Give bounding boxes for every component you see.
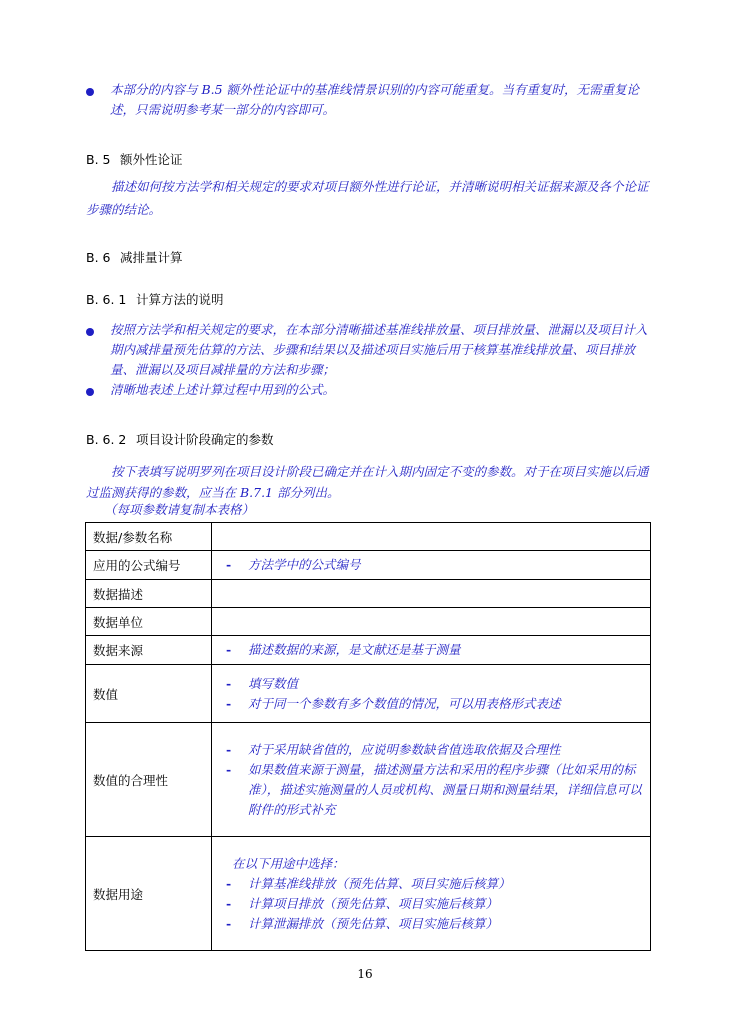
b61-bullet xyxy=(86,380,656,400)
row-value xyxy=(212,608,651,636)
table-row xyxy=(86,636,651,665)
table-row xyxy=(86,608,651,636)
row-label: 应用的公式编号 xyxy=(86,551,212,580)
list-item: 对于采用缺省值的，应说明参数缺省值选取依据及合理性 xyxy=(248,741,561,757)
dash-icon: - xyxy=(226,642,232,657)
dash-icon: - xyxy=(226,895,232,911)
section-number: B. 6. 2 xyxy=(86,432,127,447)
section-number: B. 6. 1 xyxy=(86,292,127,307)
bullet-icon xyxy=(86,328,94,336)
row-value xyxy=(212,580,651,608)
b5-body: 描述如何按方法学和相关规定的要求对项目额外性进行论证，并清晰说明相关证据来源及各个论证步骤的结论。 xyxy=(86,179,649,217)
list-item: 填写数值 xyxy=(248,675,299,691)
bullet-icon xyxy=(86,388,94,396)
table-row xyxy=(86,665,651,723)
table-row xyxy=(86,723,651,837)
dash-icon: - xyxy=(226,557,232,572)
dash-icon: - xyxy=(226,915,232,931)
dash-icon: - xyxy=(226,741,232,757)
list-item: 方法学中的公式编号 xyxy=(248,557,361,572)
b61-bullet xyxy=(86,320,656,380)
row-value xyxy=(212,636,651,665)
page-number: 16 xyxy=(357,967,373,981)
row-label: 数值 xyxy=(86,665,212,723)
parameter-table xyxy=(85,522,651,951)
row-label: 数值的合理性 xyxy=(86,723,212,837)
row-label: 数据来源 xyxy=(86,636,212,665)
list-item: 计算泄漏排放（预先估算、项目实施后核算） xyxy=(248,915,499,931)
row-label: 数据单位 xyxy=(86,608,212,636)
section-title: 减排量计算 xyxy=(119,250,183,265)
list-item: 如果数值来源于测量，描述测量方法和采用的程序步骤（比如采用的标准），描述实施测量的人员或机构、测量日期和测量结果，详细信息可以附件的形式补充 xyxy=(248,761,642,817)
section-title: 额外性论证 xyxy=(119,152,183,167)
purpose-intro: 在以下用途中选择： xyxy=(232,855,345,871)
table-row xyxy=(86,523,651,551)
row-label: 数据/参数名称 xyxy=(86,523,212,551)
section-number: B. 6 xyxy=(86,250,111,265)
list-item: 计算项目排放（预先估算、项目实施后核算） xyxy=(248,895,499,911)
row-value xyxy=(212,837,651,951)
section-heading-b61 xyxy=(86,290,224,310)
table-row xyxy=(86,837,651,951)
dash-icon: - xyxy=(226,695,232,711)
row-value xyxy=(212,523,651,551)
b61-bullet-text: 按照方法学和相关规定的要求，在本部分清晰描述基准线排放量、项目排放量、泄漏以及项目计入期内减排量预先估算的方法、步骤和结果以及描述项目实施后用于核算基准线排放量、项目排放量、泄漏以及项目减排量的方法和步骤； xyxy=(110,322,648,377)
dash-icon: - xyxy=(226,875,232,891)
list-item: 对于同一个参数有多个数值的情况，可以用表格形式表述 xyxy=(248,695,561,711)
row-label: 数据用途 xyxy=(86,837,212,951)
section-number: B. 5 xyxy=(86,152,111,167)
row-value xyxy=(212,551,651,580)
b62-note: （每项参数请复制本表格） xyxy=(104,502,255,517)
b62-body: 按下表填写说明罗列在项目设计阶段已确定并在计入期内固定不变的参数。对于在项目实施以后通过监测获得的参数，应当在 B.7.1 部分列出。 xyxy=(86,464,649,500)
bullet-icon xyxy=(86,88,94,96)
section-heading-b6 xyxy=(86,248,183,268)
list-item: 计算基准线排放（预先估算、项目实施后核算） xyxy=(248,875,511,891)
row-label: 数据描述 xyxy=(86,580,212,608)
row-value xyxy=(212,723,651,837)
row-value xyxy=(212,665,651,723)
table-row xyxy=(86,551,651,580)
dash-icon: - xyxy=(226,761,232,777)
table-row xyxy=(86,580,651,608)
dash-icon: - xyxy=(226,675,232,691)
section-heading-b62 xyxy=(86,430,274,450)
intro-bullet-text: 本部分的内容与 B.5 额外性论证中的基准线情景识别的内容可能重复。当有重复时，无需重复论述，只需说明参考某一部分的内容即可。 xyxy=(110,82,640,117)
b61-bullet-text: 清晰地表述上述计算过程中用到的公式。 xyxy=(110,382,336,397)
section-heading-b5 xyxy=(86,150,183,170)
list-item: 描述数据的来源，是文献还是基于测量 xyxy=(248,642,461,657)
section-title: 计算方法的说明 xyxy=(135,292,224,307)
section-title: 项目设计阶段确定的参数 xyxy=(135,432,274,447)
intro-bullet xyxy=(86,80,656,124)
